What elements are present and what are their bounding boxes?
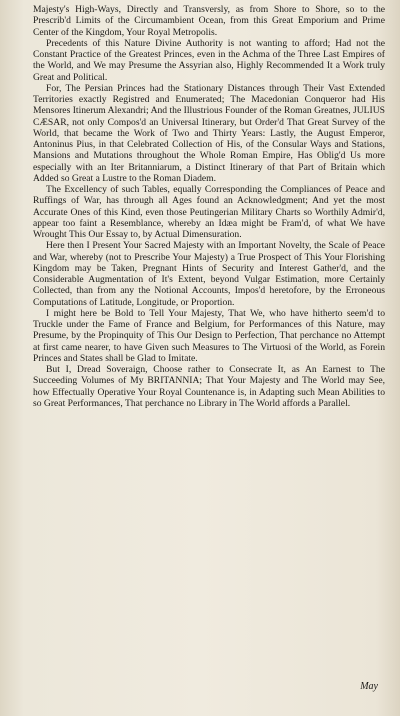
paragraph-2: Precedents of this Nature Divine Authority is not wanting to afford; Had not the Constant Practice of the Greatest Princes, even in the Achma of the Three Last Empires of the World, and We may Presume the Assyrian also, Highly Recommended It a Work truly Great and Political. [33,37,385,83]
catchword: May [360,681,378,692]
paragraph-6: I might here be Bold to Tell Your Majesty, That We, who have hitherto seem'd to Truckle under the Fame of France and Belgium, for Performances of this Nature, may Presume, by the Propinquity of This Our Design to Perfection, That perchance no Attempt at first came nearer, to have Given such Measures to The Virtuosi of the World, as Forein Princes and States shall be Glad to Imitate. [33,307,385,364]
paragraph-4: The Excellency of such Tables, equally Corresponding the Compliances of Peace and Ruffings of War, has through all Ages found an Acknowledgment; And yet the most Accurate Ones of this Kind, even those Peutingerian Military Charts so Worthily Admir'd, appear too faint a Resemblance, whereby an Idæa might be Fram'd, of what We have Wrought This Our Essay to, by Actual Dimensuration. [33,184,385,240]
paragraph-3: For, The Persian Princes had the Stationary Distances through Their Vast Extended Territories exactly Registred and Enumerated; The Macedonian Conqueror had His Mensores Itinerum Alexandri; And the Illustrious Founder of the Roman Greatnes, JULIUS CÆSAR, not only Compos'd an Universal Itinerary, but Order'd That Great Survey of the World, that became the Work of Two and Thirty Years: Lastly, the August Emperor, Antoninus Pius, in that Celebrated Collection of His, of the Consular Ways and Stations, Mansions and Mutations throughout the Whole Roman Empire, Has Oblig'd Us more especially with an Iter Britanniarum, a Distinct Itinerary of that Part of Britain which Added so Great a Lustre to the Roman Diadem. [33,82,385,184]
paragraph-1: Majesty's High-Ways, Directly and Transversly, as from Shore to Shore, so to the Prescrib'd Limits of the Circumambient Ocean, from this Great Emporium and Prime Center of the Kingdom, Your Royal Metropolis. [33,4,385,38]
paragraph-7: But I, Dread Soveraign, Choose rather to Consecrate It, as An Earnest to The Succeeding Volumes of My BRITANNIA; That Your Majesty and The World may See, how Effectually Operative Your Royal Countenance is, in Adapting such Mean Abilities to so Great Performances, That perchance no Library in The World affords a Parallel. [33,364,385,409]
paragraph-5: Here then I Present Your Sacred Majesty with an Important Novelty, the Scale of Peace and War, whereby (not to Prescribe Your Majesty) a True Prospect of This Your Florishing Kingdom may be Taken, Pregnant Hints of Security and Interest Gather'd, and the Considerable Augmentation of It's Extent, beyond Vulgar Estimation, more Certainly Collected, than from any the Notional Accounts, Impos'd heretofore, by the Erroneous Computations of Latitude, Longitude, or Proportion. [33,240,385,308]
page-text [33,4,385,409]
